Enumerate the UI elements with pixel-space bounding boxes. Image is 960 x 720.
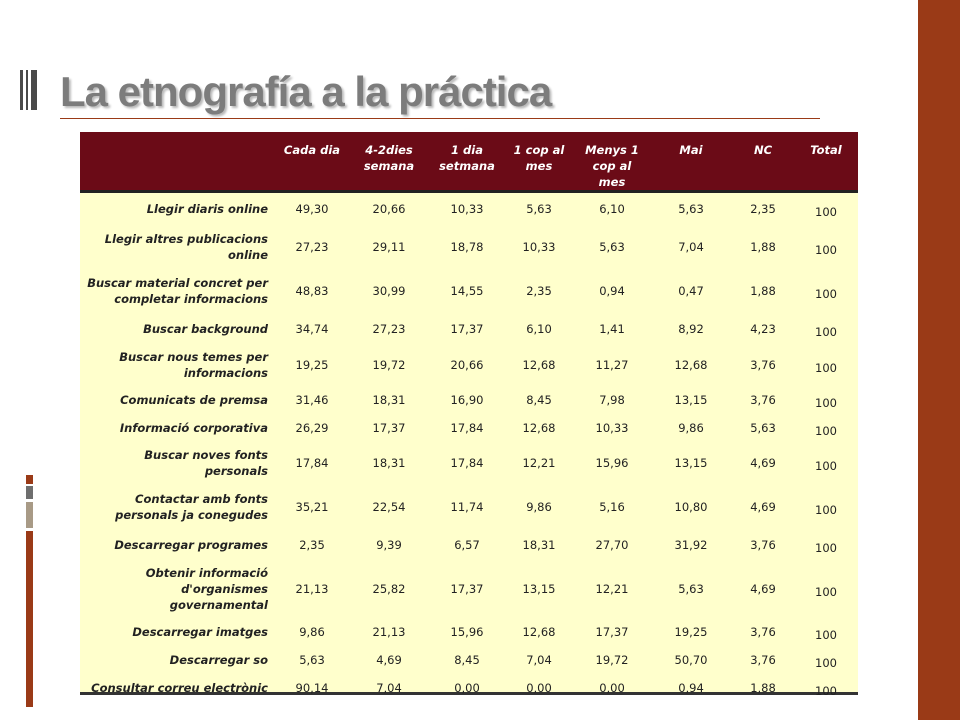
value-cell: 1,88: [750, 239, 776, 254]
total-cell: 100: [815, 360, 837, 375]
value-cell: 10,33: [595, 420, 629, 435]
survey-table: [80, 132, 858, 702]
column-header: 1 dia setmana: [430, 132, 504, 192]
value-cell: 0,94: [599, 283, 625, 298]
value-cell: 12,21: [522, 455, 556, 470]
value-cell: 10,80: [674, 499, 708, 514]
value-cell: 19,25: [295, 357, 329, 372]
value-cell: 17,37: [450, 581, 484, 596]
total-cell: 100: [815, 540, 837, 555]
value-cell: 18,31: [372, 455, 406, 470]
value-cell: 1,88: [750, 680, 776, 695]
value-cell: 30,99: [372, 283, 406, 298]
total-cell: 100: [815, 655, 837, 670]
column-header: NC: [732, 132, 794, 192]
value-cell: 7,04: [376, 680, 402, 695]
header-label-cell: [80, 132, 276, 192]
value-cell: 9,86: [299, 624, 325, 639]
value-cell: 7,98: [599, 392, 625, 407]
column-header: Cada dia: [276, 132, 348, 192]
value-cell: 11,27: [595, 357, 629, 372]
value-cell: 0,00: [526, 680, 552, 695]
row-label: Llegir altres publicacions online: [104, 231, 268, 262]
value-cell: 22,54: [372, 499, 406, 514]
value-cell: 19,25: [674, 624, 708, 639]
column-header: Total: [794, 132, 858, 192]
value-cell: 31,92: [674, 537, 708, 552]
value-cell: 5,63: [599, 239, 625, 254]
value-cell: 1,41: [599, 321, 625, 336]
value-cell: 20,66: [372, 202, 406, 217]
value-cell: 4,69: [750, 581, 776, 596]
value-cell: 5,63: [678, 581, 704, 596]
value-cell: 10,33: [450, 202, 484, 217]
value-cell: 9,86: [526, 499, 552, 514]
total-cell: 100: [815, 242, 837, 257]
table-row: [80, 560, 858, 618]
table-row: [80, 314, 858, 344]
column-header: 4-2dies semana: [348, 132, 430, 192]
value-cell: 35,21: [295, 499, 329, 514]
total-cell: 100: [815, 584, 837, 599]
value-cell: 49,30: [295, 202, 329, 217]
value-cell: 0,00: [599, 680, 625, 695]
value-cell: 4,23: [750, 321, 776, 336]
value-cell: 21,13: [372, 624, 406, 639]
value-cell: 13,15: [674, 455, 708, 470]
value-cell: 2,35: [750, 202, 776, 217]
row-label: Consultar correu electrònic: [91, 680, 268, 695]
row-label: Obtenir informació d'organismes governamental: [145, 565, 268, 612]
column-header: Mai: [650, 132, 732, 192]
value-cell: 9,39: [376, 537, 402, 552]
value-cell: 21,13: [295, 581, 329, 596]
value-cell: 20,66: [450, 357, 484, 372]
row-label: Buscar material concret per completar informacions: [87, 275, 268, 306]
total-cell: 100: [815, 205, 837, 220]
row-label: Informació corporativa: [119, 420, 268, 435]
value-cell: 48,83: [295, 283, 329, 298]
value-cell: 19,72: [595, 652, 629, 667]
value-cell: 5,16: [599, 499, 625, 514]
value-cell: 13,15: [522, 581, 556, 596]
value-cell: 5,63: [678, 202, 704, 217]
table-row: [80, 226, 858, 268]
row-label: Buscar nous temes per informacions: [119, 349, 268, 380]
total-cell: 100: [815, 458, 837, 473]
value-cell: 5,63: [299, 652, 325, 667]
column-header: Menys 1 cop al mes: [574, 132, 650, 192]
row-label: Descarregar so: [169, 652, 268, 667]
value-cell: 2,35: [299, 537, 325, 552]
value-cell: 15,96: [450, 624, 484, 639]
table-row: [80, 442, 858, 484]
row-label: Buscar noves fonts personals: [144, 447, 268, 478]
value-cell: 8,45: [454, 652, 480, 667]
value-cell: 1,88: [750, 283, 776, 298]
right-accent-band: [918, 0, 960, 720]
value-cell: 13,15: [674, 392, 708, 407]
value-cell: 12,68: [522, 420, 556, 435]
table-row: [80, 414, 858, 442]
value-cell: 26,29: [295, 420, 329, 435]
table-row: [80, 530, 858, 560]
value-cell: 18,31: [372, 392, 406, 407]
value-cell: 17,37: [450, 321, 484, 336]
row-label: Comunicats de premsa: [120, 392, 268, 407]
table-row: [80, 268, 858, 314]
value-cell: 19,72: [372, 357, 406, 372]
value-cell: 9,86: [678, 420, 704, 435]
table-row: [80, 386, 858, 414]
value-cell: 17,84: [295, 455, 329, 470]
total-cell: 100: [815, 683, 837, 698]
value-cell: 0,00: [454, 680, 480, 695]
value-cell: 12,68: [522, 357, 556, 372]
value-cell: 3,76: [750, 652, 776, 667]
value-cell: 14,55: [450, 283, 484, 298]
value-cell: 10,33: [522, 239, 556, 254]
title-bullet-icon: [20, 70, 42, 110]
total-cell: 100: [815, 502, 837, 517]
total-cell: 100: [815, 286, 837, 301]
value-cell: 31,46: [295, 392, 329, 407]
value-cell: 27,70: [595, 537, 629, 552]
value-cell: 0,94: [678, 680, 704, 695]
value-cell: 50,70: [674, 652, 708, 667]
table-row: [80, 618, 858, 646]
row-label: Llegir diaris online: [146, 202, 268, 217]
value-cell: 12,68: [674, 357, 708, 372]
value-cell: 25,82: [372, 581, 406, 596]
value-cell: 17,84: [450, 420, 484, 435]
table-row: [80, 484, 858, 530]
value-cell: 11,74: [450, 499, 484, 514]
row-label: Buscar background: [143, 321, 268, 336]
table-row: [80, 192, 858, 226]
column-header: 1 cop al mes: [504, 132, 574, 192]
value-cell: 5,63: [526, 202, 552, 217]
left-decorative-rail: [26, 475, 33, 707]
value-cell: 27,23: [372, 321, 406, 336]
value-cell: 17,37: [372, 420, 406, 435]
value-cell: 6,10: [599, 202, 625, 217]
value-cell: 0,47: [678, 283, 704, 298]
value-cell: 34,74: [295, 321, 329, 336]
row-label: Contactar amb fonts personals ja conegudes: [115, 491, 268, 522]
value-cell: 3,76: [750, 392, 776, 407]
value-cell: 18,31: [522, 537, 556, 552]
value-cell: 16,90: [450, 392, 484, 407]
table-row: [80, 646, 858, 674]
value-cell: 15,96: [595, 455, 629, 470]
value-cell: 2,35: [526, 283, 552, 298]
value-cell: 3,76: [750, 537, 776, 552]
slide-title: La etnografía a la práctica: [60, 68, 552, 115]
table-row: [80, 344, 858, 386]
value-cell: 29,11: [372, 239, 406, 254]
value-cell: 90,14: [295, 680, 329, 695]
value-cell: 17,84: [450, 455, 484, 470]
value-cell: 3,76: [750, 624, 776, 639]
total-cell: 100: [815, 627, 837, 642]
value-cell: 17,37: [595, 624, 629, 639]
value-cell: 7,04: [678, 239, 704, 254]
value-cell: 8,92: [678, 321, 704, 336]
value-cell: 4,69: [376, 652, 402, 667]
value-cell: 4,69: [750, 455, 776, 470]
row-label: Descarregar programes: [114, 537, 268, 552]
value-cell: 6,57: [454, 537, 480, 552]
table-header-row: [80, 132, 858, 192]
survey-table-panel: [80, 132, 858, 698]
table-row: [80, 674, 858, 702]
value-cell: 5,63: [750, 420, 776, 435]
value-cell: 7,04: [526, 652, 552, 667]
value-cell: 12,68: [522, 624, 556, 639]
value-cell: 18,78: [450, 239, 484, 254]
value-cell: 4,69: [750, 499, 776, 514]
row-label: Descarregar imatges: [132, 624, 268, 639]
value-cell: 6,10: [526, 321, 552, 336]
value-cell: 12,21: [595, 581, 629, 596]
title-underline: [60, 118, 820, 119]
value-cell: 8,45: [526, 392, 552, 407]
value-cell: 27,23: [295, 239, 329, 254]
total-cell: 100: [815, 423, 837, 438]
value-cell: 3,76: [750, 357, 776, 372]
total-cell: 100: [815, 324, 837, 339]
total-cell: 100: [815, 395, 837, 410]
